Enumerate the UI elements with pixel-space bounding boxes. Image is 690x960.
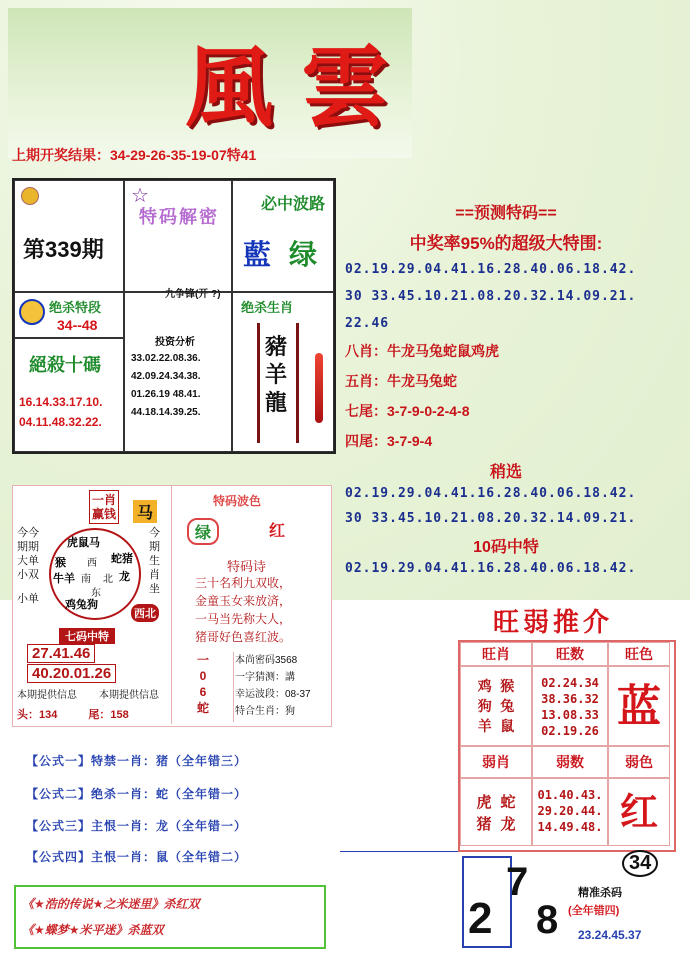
kill-ten-cell — [14, 338, 124, 452]
zodiac-kill-cell — [232, 292, 334, 452]
side-right-text — [149, 526, 160, 596]
side-right-2: 生 — [149, 555, 160, 567]
legend-line-2: 《★蝶梦★米平迷》杀蓝双 — [22, 923, 164, 937]
invest-row-4: 44.18.14.39.25. — [131, 407, 201, 418]
poem-line-1: 三十名利九双收， — [195, 576, 292, 590]
wave-card-color-2: 红 — [269, 523, 286, 540]
kill-label: 绝杀特段 — [49, 300, 102, 315]
provide-2: 本期提供信息 — [99, 690, 159, 701]
last-result — [12, 145, 256, 165]
strong-num-cell — [532, 666, 608, 746]
special-code-label: 特码解密 — [139, 207, 219, 227]
range-line-3: 22.46 — [345, 316, 390, 331]
issue-cell — [14, 180, 124, 292]
big-digit-8: 8 — [536, 898, 559, 942]
circle-left-2: 牛羊 — [53, 573, 75, 585]
info-left-1: 0 — [199, 669, 207, 683]
prediction-subtitle: 中奖率95%的超级大特围: — [409, 234, 603, 253]
side-left-5: 小单 — [17, 593, 39, 605]
kill-label: 精准杀码 — [578, 887, 622, 899]
formula-2: 【公式二】绝杀一肖：蛇（全年错一） — [26, 787, 248, 801]
emblem-icon — [21, 187, 39, 205]
weak-zodiac-2: 猪 龙 — [476, 815, 516, 833]
zodiac-circle — [49, 528, 141, 620]
special-code-cell — [124, 180, 232, 300]
tail-value: 158 — [110, 709, 129, 721]
wave-color-2: 绿 — [289, 239, 318, 270]
side-left-3: 小双 — [17, 569, 39, 581]
seven-code-row-2: 40.20.01.26 — [27, 664, 116, 683]
weak-num-2: 29.20.44. — [537, 804, 603, 818]
zodiac-kill-3: 龍 — [265, 390, 288, 415]
weak-num-3: 14.49.48. — [537, 820, 603, 834]
kill-numbers: 23.24.45.37 — [578, 928, 642, 942]
wave-cell — [232, 180, 334, 292]
strength-title: 旺弱推介 — [493, 607, 614, 637]
poem-line-3: 一马当先称大人， — [195, 612, 292, 626]
strong-zodiac-cell — [460, 666, 532, 746]
prediction-title: ==预测特码== — [455, 205, 557, 222]
zodiac-circle-card — [13, 486, 172, 724]
invest-row-2: 42.09.24.34.38. — [131, 371, 201, 382]
zodiac-kill-2: 羊 — [265, 362, 288, 387]
side-left-0: 今今 — [17, 527, 39, 539]
seven-code-row-1: 27.41.46 — [27, 644, 95, 663]
legend-box — [14, 885, 326, 949]
side-right-4: 坐 — [149, 583, 160, 595]
legend-line-1: 《★浩的传说★之米迷里》杀红双 — [22, 897, 200, 911]
pick-line-2: 30 33.45.10.21.08.20.32.14.09.21. — [345, 511, 637, 526]
strong-num-header: 旺数 — [532, 642, 608, 666]
ten-label: 10码中特 — [473, 539, 539, 556]
formula-3: 【公式三】主恨一肖：龙（全年错一） — [26, 819, 248, 833]
range-line-1: 02.19.29.04.41.16.28.40.06.18.42. — [345, 262, 637, 277]
one-xiao-badge: 一肖 赢钱 — [89, 490, 119, 524]
invest-row-1: 33.02.22.08.36. — [131, 353, 201, 364]
pick-label: 稍选 — [489, 464, 522, 481]
poem-line-4: 猪哥好色喜红波。 — [195, 630, 292, 644]
strong-color: 蓝 — [608, 666, 670, 746]
weak-num-cell — [532, 778, 608, 846]
invest-cell — [124, 292, 232, 452]
zodiac-kill-1: 豬 — [265, 334, 288, 359]
wave-card-title: 特码波色 — [213, 494, 262, 508]
knot-icon — [315, 353, 323, 423]
eight-zodiac: 八肖：牛龙马兔蛇鼠鸡虎 — [345, 343, 499, 359]
seven-code-label: 七码中特 — [59, 628, 115, 644]
page-title: 風雲 — [185, 35, 418, 139]
kill-ten-row-2: 04.11.48.32.22. — [19, 415, 102, 429]
weak-color-header: 弱色 — [608, 746, 670, 778]
range-line-2: 30 33.45.10.21.08.20.32.14.09.21. — [345, 289, 637, 304]
strength-table — [458, 640, 676, 852]
poem — [195, 574, 291, 646]
wave-label: 必中波路 — [261, 196, 326, 213]
hint-text: 一九争锋(开 ?) — [155, 289, 221, 300]
circle-right: 蛇猪 — [111, 553, 133, 565]
last-result-value: 34-29-26-35-19-07特41 — [110, 147, 257, 163]
side-left-1: 期期 — [17, 541, 39, 553]
side-right-1: 期 — [149, 541, 160, 553]
weak-num-header: 弱数 — [532, 746, 608, 778]
weak-zodiac-header: 弱肖 — [460, 746, 532, 778]
ten-line: 02.19.29.04.41.16.28.40.06.18.42. — [345, 561, 637, 576]
side-right-3: 肖 — [149, 569, 160, 581]
formula-1: 【公式一】特禁一肖：猪（全年错三） — [26, 754, 248, 768]
circle-bottom: 鸡兔狗 — [65, 599, 98, 611]
weak-num-1: 01.40.43. — [537, 788, 603, 802]
info-right-col — [235, 652, 311, 720]
head-label: 头： — [17, 709, 39, 721]
info-right-1: 一字猜测：講 — [235, 672, 295, 683]
info-board — [12, 178, 336, 454]
kill-range-cell — [14, 292, 124, 338]
last-result-label: 上期开奖结果： — [12, 147, 110, 163]
info-left-3: 蛇 — [196, 701, 209, 715]
strong-zodiac-1: 鸡 猴 — [477, 679, 515, 695]
weak-zodiac-1: 虎 蛇 — [476, 793, 516, 811]
badge-34: 34 — [622, 850, 658, 877]
head-value: 134 — [39, 709, 58, 721]
info-left-col — [173, 652, 234, 722]
poem-title: 特码诗 — [227, 559, 267, 574]
tail-label: 尾： — [88, 709, 111, 721]
kill-ten-row-1: 16.14.33.17.10. — [19, 395, 103, 409]
strong-num-2: 38.36.32 — [541, 692, 599, 706]
strong-zodiac-3: 羊 鼠 — [477, 719, 515, 735]
circle-south: 南 — [81, 574, 91, 585]
mid-left-panel — [12, 485, 332, 727]
kill-sub: (全年错四) — [568, 905, 620, 917]
kill-code-card — [462, 850, 676, 950]
circle-right-2: 龙 — [119, 571, 130, 583]
strong-zodiac-2: 狗 兔 — [477, 699, 515, 715]
four-tail: 四尾：3-7-9-4 — [345, 433, 433, 449]
info-right-2: 幸运波段：08-37 — [235, 689, 311, 700]
seven-tail: 七尾：3-7-9-0-2-4-8 — [345, 403, 470, 419]
five-zodiac: 五肖：牛龙马兔蛇 — [345, 373, 457, 389]
pick-line-1: 02.19.29.04.41.16.28.40.06.18.42. — [345, 486, 637, 501]
direction-badge: 西北 — [131, 604, 159, 622]
invest-row-3: 01.26.19 48.41. — [131, 389, 201, 400]
circle-north: 北 — [103, 574, 113, 585]
strong-num-3: 13.08.33 — [541, 708, 599, 722]
poem-line-2: 金童玉女来放済， — [195, 594, 292, 608]
kill-range: 34--48 — [57, 317, 98, 333]
special-wave-card — [173, 486, 329, 724]
big-digit-7: 7 — [506, 860, 529, 904]
circle-left: 猴 — [55, 557, 66, 569]
circle-top: 虎鼠马 — [67, 537, 100, 549]
side-left-text — [17, 526, 39, 606]
formula-4: 【公式四】主恨一肖：鼠（全年错二） — [26, 850, 248, 864]
info-left-2: 6 — [199, 685, 207, 699]
weak-color: 红 — [608, 778, 670, 846]
invest-label: 投资分析 — [155, 337, 195, 348]
strong-color-header: 旺色 — [608, 642, 670, 666]
strong-num-4: 02.19.26 — [541, 724, 599, 738]
star-icon: ☆ — [131, 185, 149, 207]
side-right-0: 今 — [149, 527, 160, 539]
provide-1: 本期提供信息 — [17, 690, 77, 701]
strong-zodiac-header: 旺肖 — [460, 642, 532, 666]
big-digit-2: 2 — [468, 894, 493, 943]
head-tail-row — [17, 706, 129, 722]
weak-zodiac-cell — [460, 778, 532, 846]
horse-badge: 马 — [133, 500, 157, 523]
prediction-panel — [345, 200, 667, 576]
circle-east: 东 — [91, 588, 101, 599]
issue-number: 第339期 — [23, 237, 104, 262]
info-left-0: 一 — [196, 653, 209, 667]
side-left-2: 大单 — [17, 555, 39, 567]
kill-ten-label: 絕殺十碼 — [29, 355, 101, 375]
wave-card-color-1: 绿 — [187, 518, 219, 545]
zodiac-kill-list — [265, 333, 287, 417]
info-right-0: 本尚密码3568 — [235, 655, 298, 666]
zodiac-kill-label: 绝杀生肖 — [241, 300, 294, 315]
wave-color-1: 藍 — [243, 239, 272, 270]
circle-west: 西 — [87, 558, 97, 569]
yin-yang-icon — [19, 299, 45, 325]
info-right-3: 特合生肖：狗 — [235, 706, 295, 717]
strong-num-1: 02.24.34 — [541, 676, 599, 690]
